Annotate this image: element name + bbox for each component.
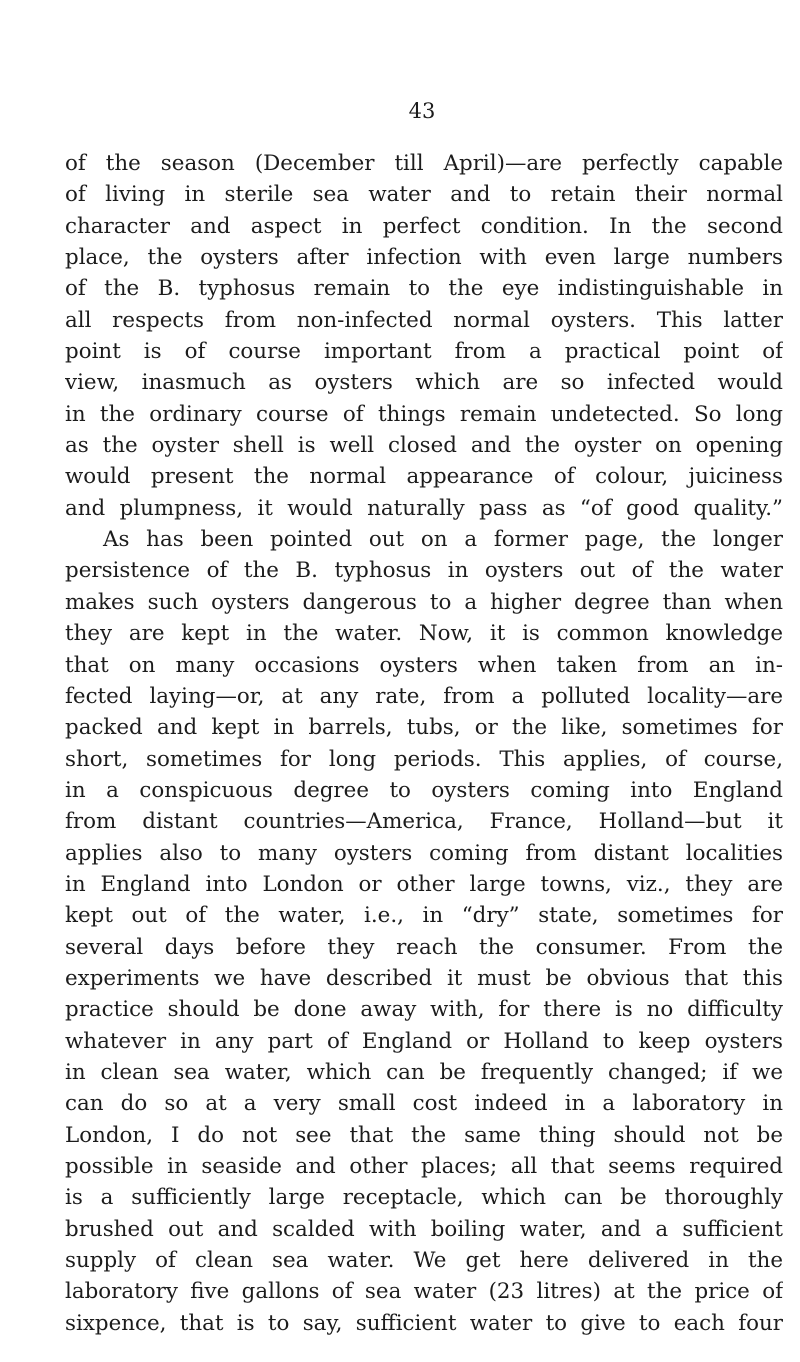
text-line: experiments we have described it must be obvious that this: [65, 965, 783, 991]
text-line: as the oyster shell is well closed and the oyster on opening: [65, 433, 783, 459]
text-line: of living in sterile sea water and to retain their normal: [65, 182, 783, 208]
text-line: in a conspicuous degree to oysters coming into England: [65, 777, 783, 803]
text-line: whatever in any part of England or Holland to keep oysters: [65, 1028, 783, 1054]
text-line: place, the oysters after infection with even large numbers: [65, 245, 783, 271]
text-line: fected laying—or, at any rate, from a polluted locality—are: [65, 683, 783, 709]
text-line: applies also to many oysters coming from distant localities: [65, 840, 783, 866]
text-line: of the season (December till April)—are perfectly capable: [65, 151, 783, 176]
text-line: and plumpness, it would naturally pass as “of good quality.”: [65, 495, 783, 521]
text-line: brushed out and scalded with boiling water, and a sufficient: [65, 1216, 783, 1242]
text-line: sixpence, that is to say, sufficient water to give to each four: [65, 1310, 783, 1336]
text-line: all respects from non-infected normal oysters. This latter: [65, 307, 783, 333]
text-line: view, inasmuch as oysters which are so infected would: [65, 370, 783, 396]
text-line: practice should be done away with, for there is no difficulty: [65, 997, 783, 1023]
text-line: they are kept in the water. Now, it is common knowledge: [65, 621, 783, 647]
text-line: in England into London or other large towns, viz., they are: [65, 871, 783, 897]
text-line: supply of clean sea water. We get here delivered in the: [65, 1248, 783, 1274]
page-number: 43: [408, 99, 436, 123]
text-line: short, sometimes for long periods. This applies, of course,: [65, 746, 783, 772]
text-line: in the ordinary course of things remain undetected. So long: [65, 401, 783, 427]
text-line: from distant countries—America, France, Holland—but it: [65, 809, 783, 835]
text-line: that on many occasions oysters when taken from an in-: [65, 652, 783, 678]
text-line: laboratory five gallons of sea water (23 litres) at the price of: [65, 1279, 783, 1305]
text-line: possible in seaside and other places; all that seems required: [65, 1154, 783, 1179]
text-line: makes such oysters dangerous to a higher degree than when: [65, 589, 783, 615]
text-line: London, I do not see that the same thing should not be: [65, 1122, 783, 1148]
text-line: packed and kept in barrels, tubs, or the like, sometimes for: [65, 715, 783, 741]
text-line: would present the normal appearance of colour, juiciness: [65, 464, 783, 490]
text-line: kept out of the water, i.e., in “dry” state, sometimes for: [65, 903, 783, 929]
text-line: persistence of the B. typhosus in oysters out of the water: [65, 558, 783, 584]
text-line: point is of course important from a practical point of: [65, 339, 783, 365]
text-line: several days before they reach the consumer. From the: [65, 934, 783, 960]
text-line: of the B. typhosus remain to the eye indistinguishable in: [65, 276, 783, 302]
text-line: is a sufficiently large receptacle, which can be thoroughly: [65, 1185, 783, 1211]
text-line: As has been pointed out on a former page, the longer: [103, 527, 783, 553]
text-line: character and aspect in perfect condition. In the second: [65, 213, 783, 239]
body-text: [65, 148, 783, 1339]
text-line: can do so at a very small cost indeed in a laboratory in: [65, 1091, 783, 1117]
text-line: in clean sea water, which can be frequently changed; if we: [65, 1059, 783, 1085]
